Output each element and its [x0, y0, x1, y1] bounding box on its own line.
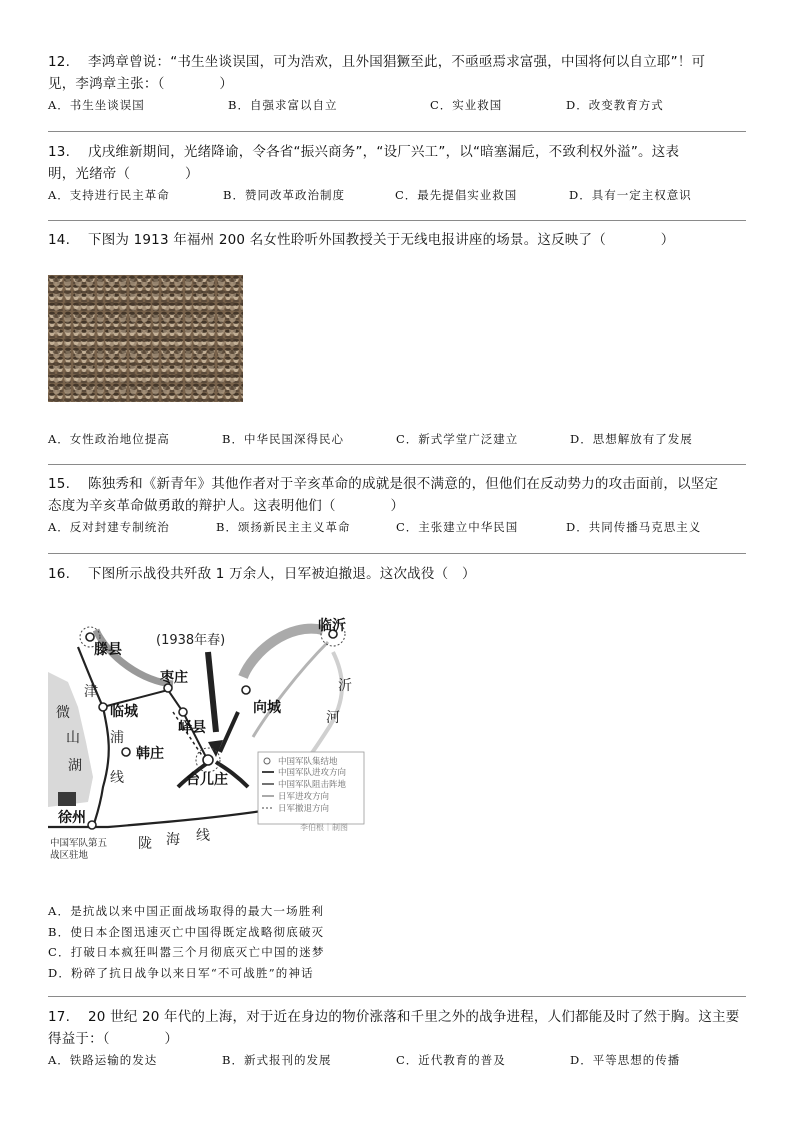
question-stem: 13. 戊戌维新期间，光绪降谕，令各省“振兴商务”，“设厂兴工”，以“暗塞漏卮，不致利权外溢”。这表 明，光绪帝（ ） — [48, 141, 746, 185]
option-b[interactable]: B．自强求富以自立 — [228, 98, 338, 112]
question-stem: 16. 下图所示战役共歼敌 1 万余人，日军被迫撤退。这次战役（ ） — [48, 563, 746, 585]
option-b[interactable]: B．颂扬新民主主义革命 — [216, 520, 351, 534]
option-d[interactable]: D．思想解放有了发展 — [570, 432, 693, 446]
label-xuzhou: 徐州 — [58, 810, 86, 826]
label-tengxian: 滕县 — [94, 642, 122, 658]
legend-item: 中国军队集结地 — [278, 757, 338, 767]
label-hai: 海 — [166, 832, 180, 848]
legend-item: 日军进攻方向 — [278, 792, 330, 802]
option-b[interactable]: B．赞同改革政治制度 — [223, 188, 345, 202]
option-a[interactable]: A．反对封建专制统治 — [48, 520, 170, 534]
option-c[interactable]: C．新式学堂广泛建立 — [396, 432, 519, 446]
options — [48, 431, 746, 447]
question-14 — [48, 229, 746, 251]
legend-item: 日军撤退方向 — [278, 804, 330, 814]
option-d[interactable]: D．改变教育方式 — [566, 98, 664, 112]
question-14-options — [48, 429, 746, 447]
option-a[interactable]: A．支持进行民主革命 — [48, 188, 170, 202]
option-a[interactable]: A．铁路运输的发达 — [48, 1053, 158, 1067]
question-stem: 15. 陈独秀和《新青年》其他作者对于辛亥革命的成就是很不满意的，但他们在反动势力的攻击面前，以坚定 态度为辛亥革命做勇敢的辩护人。这表明他们（ ） — [48, 473, 746, 517]
option-b[interactable]: B．新式报刊的发展 — [222, 1053, 332, 1067]
question-17 — [48, 1006, 746, 1068]
question-number: 13. — [48, 144, 71, 160]
option-c[interactable]: C．主张建立中华民国 — [396, 520, 519, 534]
legend-item: 中国军队进攻方向 — [278, 768, 347, 778]
label-zaozhuang: 枣庄 — [160, 670, 188, 686]
japanese-attack-arrow — [253, 642, 328, 737]
option-a[interactable]: A．是抗战以来中国正面战场取得的最大一场胜利 — [48, 904, 325, 918]
question-number: 16. — [48, 566, 71, 582]
chinese-attack-arrow — [220, 712, 238, 752]
chinese-attack-arrow — [208, 652, 216, 732]
label-long: 陇 — [138, 836, 152, 852]
label-xian2: 线 — [196, 828, 210, 844]
question-number: 14. — [48, 232, 71, 248]
option-d[interactable]: D．粉碎了抗日战争以来日军“不可战胜”的神话 — [48, 965, 314, 980]
option-a[interactable]: A．女性政治地位提高 — [48, 432, 170, 446]
option-d[interactable]: D．具有一定主权意识 — [569, 188, 692, 202]
options — [48, 97, 746, 113]
divider — [48, 220, 746, 221]
option-b[interactable]: B．中华民国深得民心 — [222, 432, 344, 446]
question-15 — [48, 473, 746, 535]
label-hanzhuang: 韩庄 — [136, 746, 164, 762]
map-year: (1938年春) — [156, 633, 226, 648]
japanese-attack-arrow — [243, 629, 323, 677]
label-linyi: 临沂 — [318, 618, 346, 634]
option-c[interactable]: C．近代教育的普及 — [396, 1053, 506, 1067]
question-16 — [48, 563, 746, 585]
label-jin: 津 — [84, 684, 98, 700]
hq-label-line2: 战区驻地 — [50, 850, 89, 861]
label-yixian: 峄县 — [178, 720, 206, 736]
taierzhuang-battle-map — [48, 612, 368, 862]
divider — [48, 553, 746, 554]
label-xian: 线 — [110, 770, 124, 786]
label-wei: 微 — [56, 705, 70, 721]
question-number: 15. — [48, 476, 71, 492]
options — [48, 901, 746, 983]
question-number: 12. — [48, 54, 71, 70]
label-pu: 浦 — [110, 730, 124, 746]
divider — [48, 131, 746, 132]
option-d[interactable]: D．平等思想的传播 — [570, 1053, 681, 1067]
hq-label-line1: 中国军队第五 — [50, 838, 108, 849]
lecture-photo — [48, 275, 243, 402]
options — [48, 187, 746, 203]
label-taierzhuang: 台儿庄 — [186, 772, 228, 788]
label-hu: 湖 — [68, 758, 82, 774]
question-stem: 17. 20 世纪 20 年代的上海，对于近在身边的物价涨落和千里之外的战争进程，人们都能及时了然于胸。这主要 得益于：（ ） — [48, 1006, 746, 1050]
option-b[interactable]: B．使日本企图迅速灭亡中国得既定战略彻底破灭 — [48, 924, 325, 939]
label-xiangcheng: 向城 — [253, 700, 281, 716]
option-c[interactable]: C．打破日本疯狂叫嚣三个月彻底灭亡中国的迷梦 — [48, 945, 325, 959]
map-credit: 李伯根｜制图 — [300, 823, 348, 832]
question-stem: 14. 下图为 1913 年福州 200 名女性聆听外国教授关于无线电报讲座的场景。这反映了（ ） — [48, 229, 746, 251]
label-shan: 山 — [66, 730, 80, 746]
label-yi: 沂 — [338, 678, 352, 694]
question-number: 17. — [48, 1009, 71, 1025]
legend-item: 中国军队阻击阵地 — [278, 780, 347, 790]
divider — [48, 996, 746, 997]
question-stem: 12. 李鸿章曾说：“书生坐谈误国，可为浩欢，且外国猖獗至此，不亟亟焉求富强，中国将何以自立耶”！可 见，李鸿章主张：（ ） — [48, 51, 746, 95]
options — [48, 1052, 746, 1068]
label-lincheng: 临城 — [110, 704, 138, 720]
option-c[interactable]: C．实业救国 — [430, 98, 503, 112]
map-legend — [258, 752, 364, 824]
option-d[interactable]: D．共同传播马克思主义 — [566, 520, 702, 534]
question-16-options — [48, 901, 746, 983]
map-block — [58, 792, 76, 806]
options — [48, 519, 746, 535]
question-13 — [48, 141, 746, 203]
option-c[interactable]: C．最先提倡实业救国 — [395, 188, 518, 202]
label-he: 河 — [326, 710, 340, 726]
question-12 — [48, 51, 746, 113]
divider — [48, 464, 746, 465]
option-a[interactable]: A．书生坐谈误国 — [48, 98, 145, 112]
